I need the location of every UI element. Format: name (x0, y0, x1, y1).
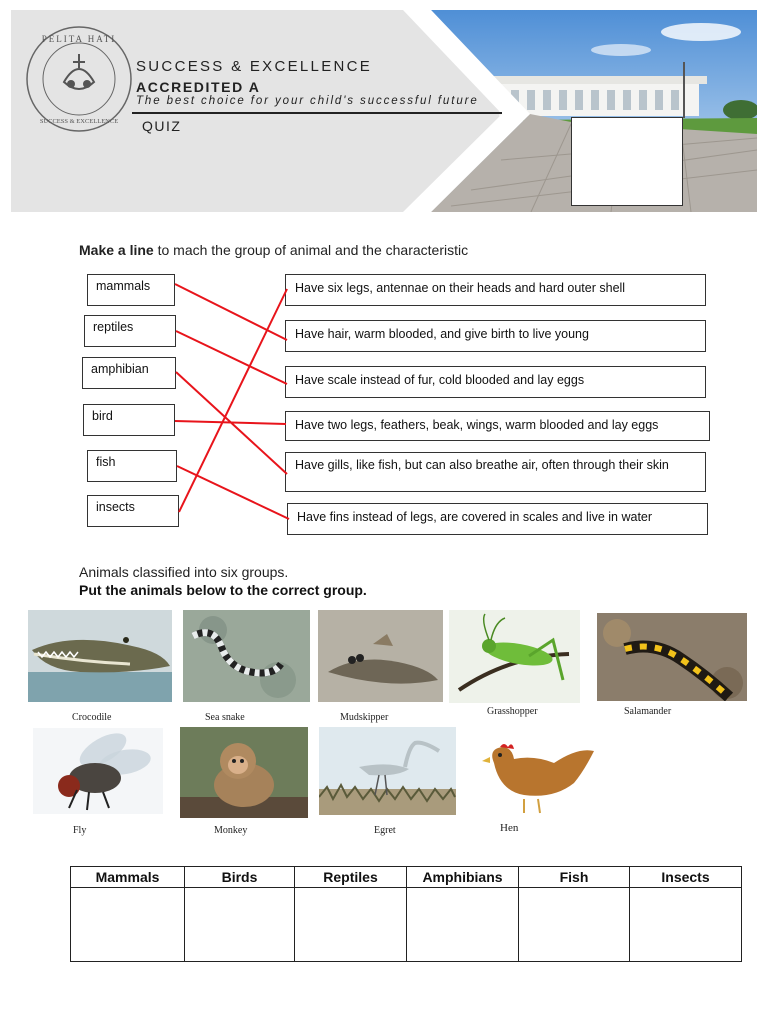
characteristic-box-2[interactable]: Have hair, warm blooded, and give birth to live young (285, 320, 706, 352)
school-logo (24, 24, 134, 134)
group-box-reptiles[interactable]: reptiles (84, 315, 176, 347)
characteristic-box-5[interactable]: Have gills, like fish, but can also breathe air, often through their skin (285, 452, 706, 492)
characteristic-box-3[interactable]: Have scale instead of fur, cold blooded and lay eggs (285, 366, 706, 398)
crocodile-image (28, 610, 172, 702)
table-header-row (71, 867, 742, 888)
table-answer-row (71, 888, 742, 962)
hen-caption: Hen (500, 822, 519, 834)
line-fish-to-fins (177, 466, 289, 519)
classify-intro: Animals classified into six groups. (79, 564, 289, 580)
instruction-text: to mach the group of animal and the characteristic (153, 242, 469, 258)
salamander-image (597, 613, 747, 701)
quiz-label: QUIZ (142, 118, 182, 134)
fly-image (33, 728, 163, 814)
column-header-mammals: Mammals (71, 867, 185, 888)
line-bird-to-feathers (175, 421, 286, 424)
hen-image (470, 733, 600, 818)
answer-cell-birds[interactable] (185, 888, 295, 962)
classify-instruction: Put the animals below to the correct group. (79, 582, 367, 598)
answer-cell-reptiles[interactable] (295, 888, 407, 962)
school-tagline: The best choice for your child's successful future (136, 95, 479, 107)
matching-instruction (79, 242, 468, 258)
grasshopper-caption: Grasshopper (487, 706, 538, 717)
grasshopper-image (449, 610, 580, 703)
column-header-reptiles: Reptiles (295, 867, 407, 888)
group-box-fish[interactable]: fish (87, 450, 177, 482)
monkey-caption: Monkey (214, 825, 248, 836)
answer-cell-insects[interactable] (630, 888, 742, 962)
mudskipper-image (318, 610, 443, 702)
svg-text:PELITA HATI: PELITA HATI (41, 34, 117, 44)
group-box-amphibian[interactable]: amphibian (82, 357, 176, 389)
line-mammals-to-hair (175, 284, 287, 340)
line-reptiles-to-scale (176, 331, 287, 384)
characteristic-box-1[interactable]: Have six legs, antennae on their heads and hard outer shell (285, 274, 706, 306)
instruction-emphasis: Make a line (79, 242, 154, 258)
school-title: SUCCESS & EXCELLENCE (136, 58, 373, 75)
characteristic-box-6[interactable]: Have fins instead of legs, are covered in scales and live in water (287, 503, 708, 535)
classification-table (70, 866, 742, 962)
fly-caption: Fly (73, 825, 87, 836)
answer-cell-amphibians[interactable] (407, 888, 519, 962)
name-score-box[interactable] (571, 117, 683, 206)
answer-cell-fish[interactable] (519, 888, 630, 962)
egret-caption: Egret (374, 825, 396, 836)
group-box-bird[interactable]: bird (83, 404, 175, 436)
svg-text:SUCCESS & EXCELLENCE: SUCCESS & EXCELLENCE (39, 118, 119, 125)
salamander-caption: Salamander (624, 706, 672, 717)
egret-image (319, 727, 456, 815)
sea-snake-image (183, 610, 310, 702)
column-header-insects: Insects (630, 867, 742, 888)
line-insects-to-six-legs (179, 289, 287, 512)
sea-snake-caption: Sea snake (205, 712, 245, 723)
mudskipper-caption: Mudskipper (340, 712, 389, 723)
header-divider (132, 112, 502, 114)
column-header-fish: Fish (519, 867, 630, 888)
group-box-mammals[interactable]: mammals (87, 274, 175, 306)
group-box-insects[interactable]: insects (87, 495, 179, 527)
column-header-birds: Birds (185, 867, 295, 888)
crocodile-caption: Crocodile (72, 712, 112, 723)
answer-cell-mammals[interactable] (71, 888, 185, 962)
characteristic-box-4[interactable]: Have two legs, feathers, beak, wings, warm blooded and lay eggs (285, 411, 710, 441)
line-amphibian-to-gills (176, 372, 287, 474)
monkey-image (180, 727, 308, 818)
accreditation-label: ACCREDITED A (136, 79, 261, 95)
column-header-amphibians: Amphibians (407, 867, 519, 888)
